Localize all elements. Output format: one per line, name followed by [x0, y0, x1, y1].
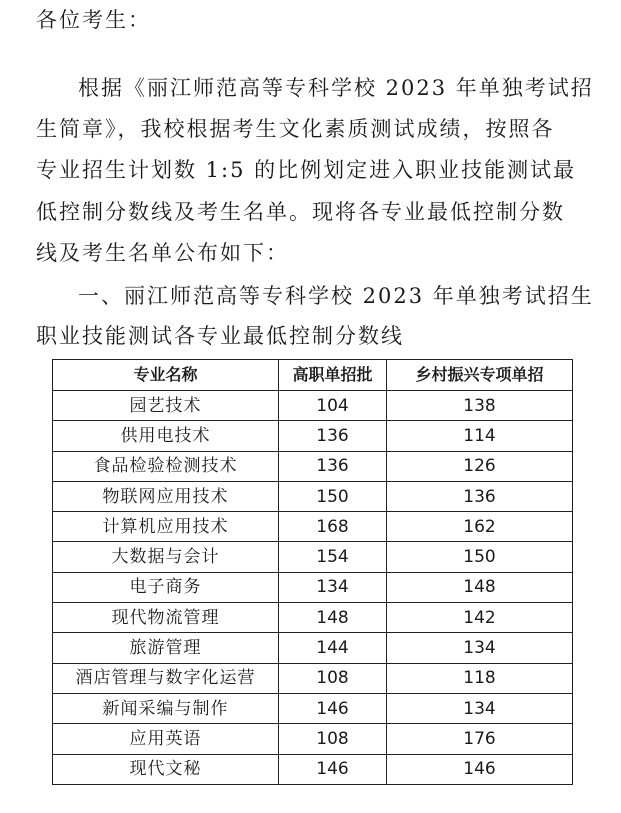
section-heading-line: 职业技能测试各专业最低控制分数线 [36, 324, 404, 348]
vocational-score-cell: 136 [279, 451, 387, 481]
rural-score-cell: 162 [387, 512, 573, 542]
major-name-cell: 供用电技术 [53, 421, 279, 451]
major-name-cell: 电子商务 [53, 572, 279, 602]
table-row [53, 603, 573, 633]
greeting: 各位考生： [36, 8, 151, 32]
rural-score-cell: 176 [387, 724, 573, 754]
vocational-score-cell: 134 [279, 572, 387, 602]
table-row [53, 451, 573, 481]
paragraph-line: 低控制分数线及考生名单。现将各专业最低控制分数 [36, 200, 565, 224]
major-name-cell: 食品检验检测技术 [53, 451, 279, 481]
rural-score-cell: 148 [387, 572, 573, 602]
rural-score-cell: 136 [387, 481, 573, 511]
paragraph-line: 生简章》，我校根据考生文化素质测试成绩，按照各 [36, 117, 555, 141]
rural-score-cell: 138 [387, 391, 573, 421]
table-row [53, 421, 573, 451]
vocational-score-cell: 108 [279, 663, 387, 693]
table-row [53, 512, 573, 542]
major-name-cell: 旅游管理 [53, 633, 279, 663]
table-row [53, 542, 573, 572]
major-name-cell: 园艺技术 [53, 391, 279, 421]
table-row [53, 391, 573, 421]
vocational-score-cell: 136 [279, 421, 387, 451]
rural-score-cell: 134 [387, 693, 573, 723]
major-name-cell: 计算机应用技术 [53, 512, 279, 542]
major-name-cell: 新闻采编与制作 [53, 693, 279, 723]
paragraph-line: 根据《丽江师范高等专科学校 2023 年单独考试招 [78, 76, 594, 100]
major-name-cell: 现代文秘 [53, 754, 279, 784]
major-name-cell: 大数据与会计 [53, 542, 279, 572]
table-row [53, 633, 573, 663]
table-row [53, 663, 573, 693]
vocational-score-cell: 104 [279, 391, 387, 421]
rural-score-cell: 150 [387, 542, 573, 572]
paragraph-line: 线及考生名单公布如下： [36, 241, 289, 265]
rural-score-cell: 118 [387, 663, 573, 693]
header-major: 专业名称 [53, 360, 279, 391]
rural-score-cell: 126 [387, 451, 573, 481]
rural-score-cell: 146 [387, 754, 573, 784]
score-table [52, 359, 573, 785]
table-header-row [53, 360, 573, 391]
vocational-score-cell: 144 [279, 633, 387, 663]
major-name-cell: 现代物流管理 [53, 603, 279, 633]
vocational-score-cell: 154 [279, 542, 387, 572]
major-name-cell: 应用英语 [53, 724, 279, 754]
rural-score-cell: 142 [387, 603, 573, 633]
vocational-score-cell: 146 [279, 693, 387, 723]
table-row [53, 572, 573, 602]
paragraph-line: 专业招生计划数 1:5 的比例划定进入职业技能测试最 [36, 158, 577, 182]
vocational-score-cell: 148 [279, 603, 387, 633]
table-row [53, 724, 573, 754]
rural-score-cell: 114 [387, 421, 573, 451]
table-row [53, 754, 573, 784]
vocational-score-cell: 108 [279, 724, 387, 754]
header-rural-revitalization: 乡村振兴专项单招 [387, 360, 573, 391]
vocational-score-cell: 168 [279, 512, 387, 542]
table-row [53, 481, 573, 511]
major-name-cell: 物联网应用技术 [53, 481, 279, 511]
section-heading-line: 一、丽江师范高等专科学校 2023 年单独考试招生 [78, 284, 594, 308]
header-vocational-batch: 高职单招批 [279, 360, 387, 391]
rural-score-cell: 134 [387, 633, 573, 663]
vocational-score-cell: 146 [279, 754, 387, 784]
vocational-score-cell: 150 [279, 481, 387, 511]
major-name-cell: 酒店管理与数字化运营 [53, 663, 279, 693]
table-row [53, 693, 573, 723]
